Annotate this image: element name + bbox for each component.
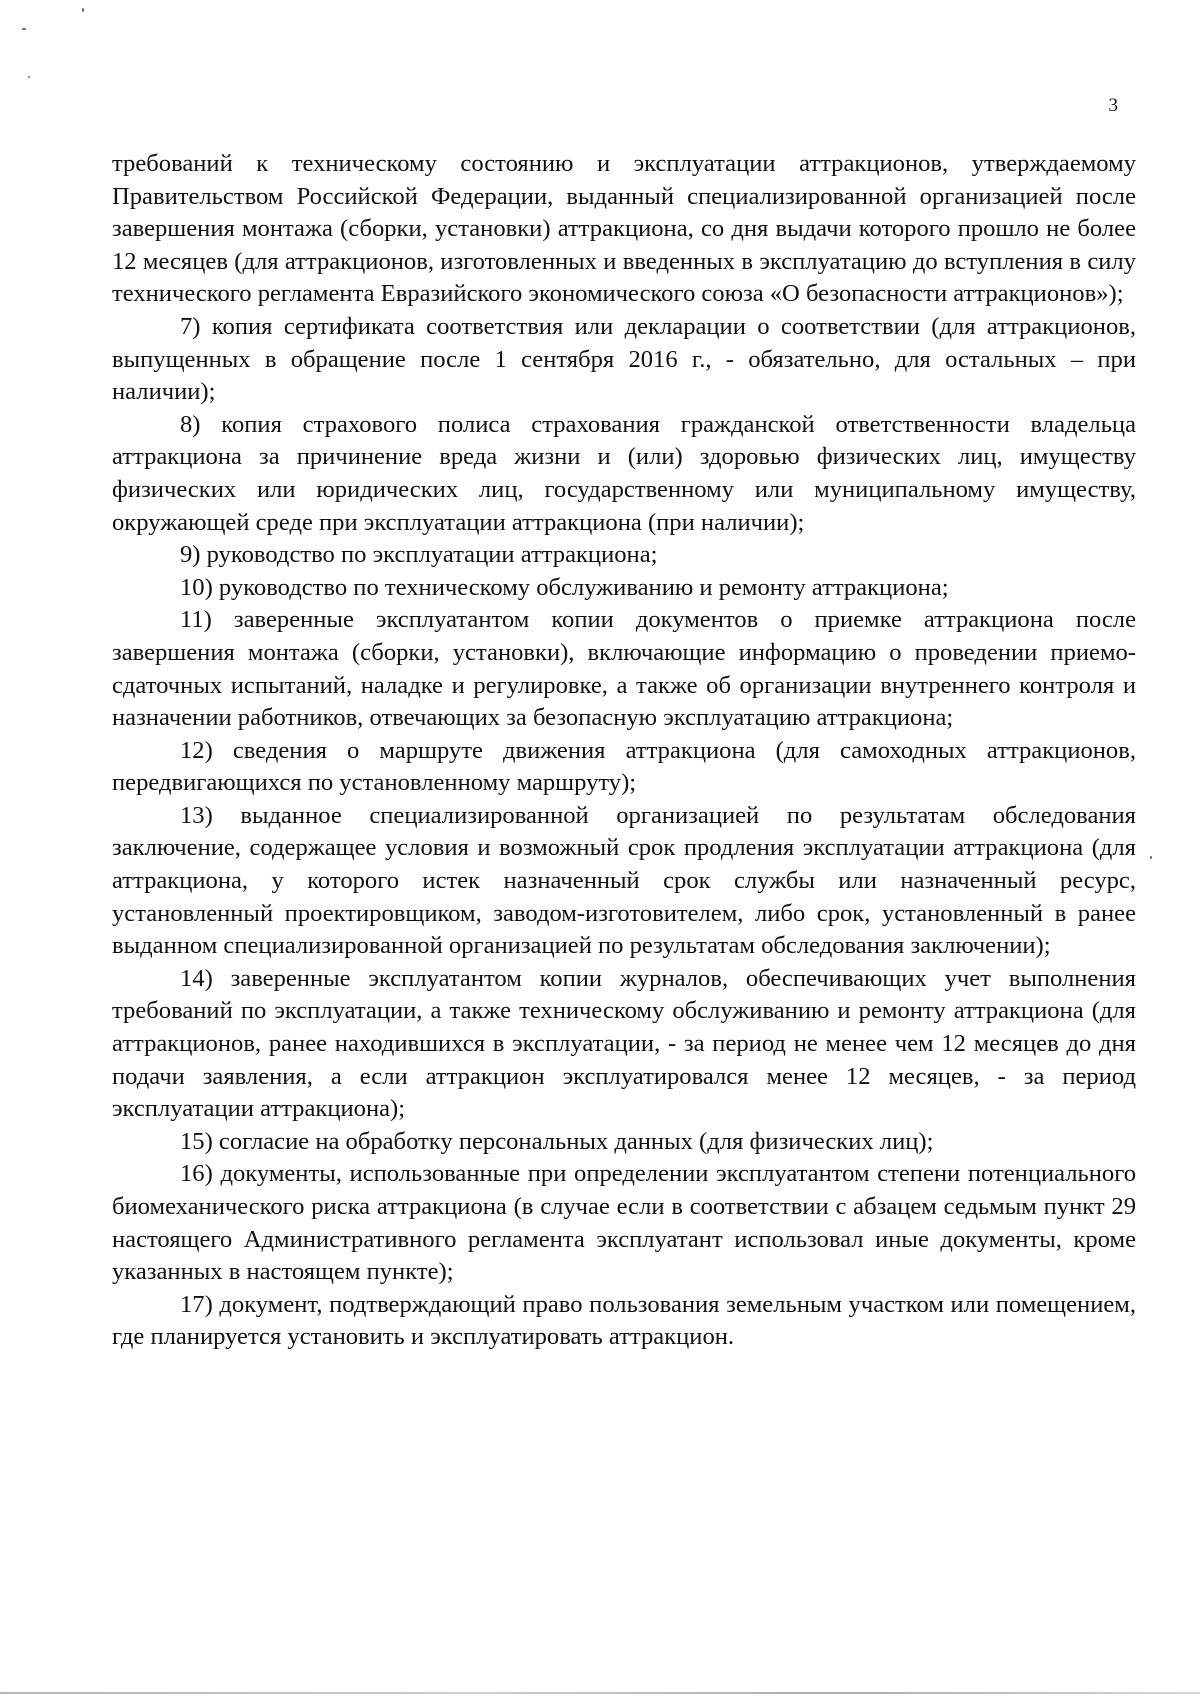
document-body [112, 148, 1136, 1354]
list-item-7: 7) копия сертификата соответствия или декларации о соответствии (для аттракционов, выпущенных в обращение после 1 сентября 2016 г., - обязательно, для остальных – при наличии); [112, 312, 1136, 406]
list-item-12: 12) сведения о маршруте движения аттракциона (для самоходных аттракционов, передвигающихся по установленному маршруту); [112, 736, 1136, 797]
list-item-8: 8) копия страхового полиса страхования гражданской ответственности владельца аттракциона за причинение вреда жизни и (или) здоровью физических лиц, имуществу физических или юридических лиц, государственному или муниципальному имуществу, окружающей среде при эксплуатации аттракциона (при наличии); [112, 410, 1136, 536]
list-item-17: 17) документ, подтверждающий право пользования земельным участком или помещением, где планируется установить и эксплуатировать аттракцион. [112, 1290, 1136, 1351]
scan-artifact [22, 28, 26, 30]
list-item-13: 13) выданное специализированной организацией по результатам обследования заключение, содержащее условия и возможный срок продления эксплуатации аттракциона (для аттракциона, у которого истек назначенный срок службы или назначенный ресурс, установленный проектировщиком, заводом-изготовителем, либо срок, установленный в ранее выданном специализированной организацией по результатам обследования заключении); [112, 801, 1136, 960]
list-item-16: 16) документы, использованные при определении эксплуатантом степени потенциального биомеханического риска аттракциона (в случае если в соответствии с абзацем седьмым пункт 29 настоящего Административного регламента эксплуатант использовал иные документы, кроме указанных в настоящем пункте); [112, 1160, 1136, 1286]
list-item-15: 15) согласие на обработку персональных данных (для физических лиц); [180, 1127, 934, 1155]
paragraph-continuation: требований к техническому состоянию и эксплуатации аттракционов, утверждаемому Правительством Российской Федерации, выданный специализированной организацией после завершения монтажа (сборки, установки) аттракциона, со дня выдачи которого прошло не более 12 месяцев (для аттракционов, изготовленных и введенных в эксплуатацию до вступления в силу технического регламента Евразийского экономического союза «О безопасности аттракционов»); [112, 150, 1136, 308]
scan-artifact [1150, 856, 1152, 859]
page-number: 3 [1108, 95, 1118, 116]
list-item-14: 14) заверенные эксплуатантом копии журналов, обеспечивающих учет выполнения требований по эксплуатации, а также техническому обслуживанию и ремонту аттракциона (для аттракционов, ранее находившихся в эксплуатации, - за период не менее чем 12 месяцев до дня подачи заявления, а если аттракцион эксплуатировался менее 12 месяцев, - за период эксплуатации аттракциона); [112, 964, 1136, 1123]
scan-bottom-edge [0, 1692, 1200, 1694]
list-item-11: 11) заверенные эксплуатантом копии документов о приемке аттракциона после завершения монтажа (сборки, установки), включающие информацию о проведении приемо-сдаточных испытаний, наладке и регулировке, а также об организации внутреннего контроля и назначении работников, отвечающих за безопасную эксплуатацию аттракциона; [112, 606, 1136, 732]
scan-artifact [28, 76, 30, 78]
list-item-9: 9) руководство по эксплуатации аттракциона; [180, 541, 658, 569]
list-item-10: 10) руководство по техническому обслуживанию и ремонту аттракциона; [180, 573, 949, 601]
scan-artifact [82, 8, 84, 12]
